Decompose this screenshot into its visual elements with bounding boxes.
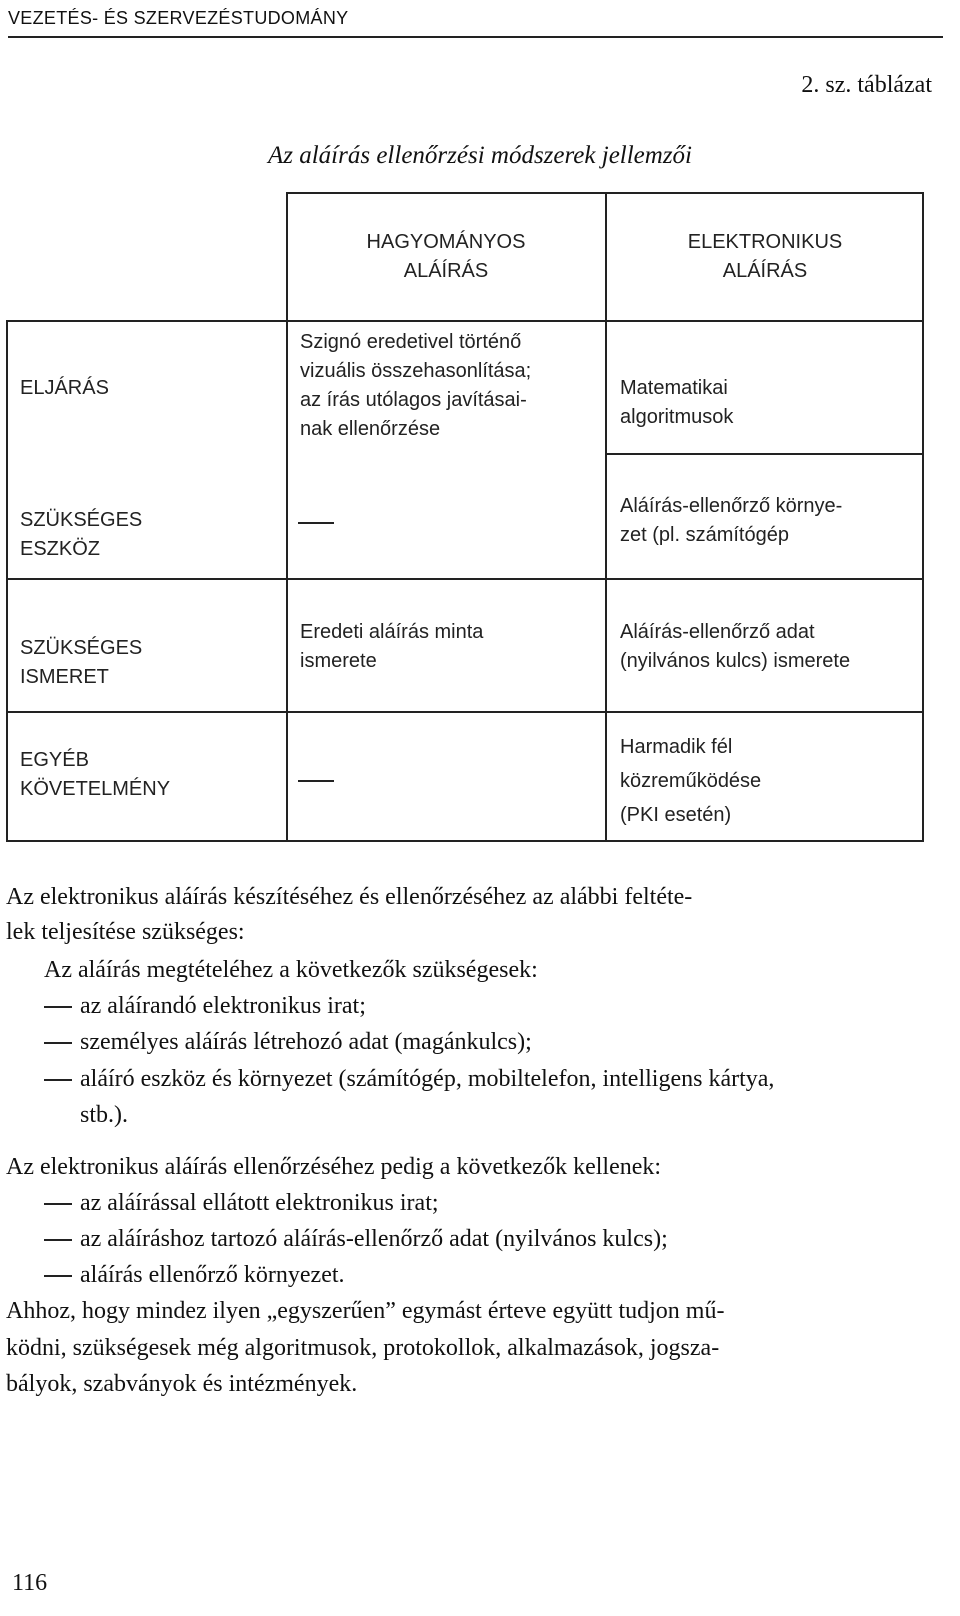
making-lead: Az aláírás megtételéhez a következők szükségesek: xyxy=(44,957,538,983)
list-item: aláíró eszköz és környezet (számítógép, mobiltelefon, intelligens kártya, xyxy=(80,1066,775,1092)
header-text: ELEKTRONIKUS xyxy=(687,231,843,253)
intro-paragraph-line: Az elektronikus aláírás készítéséhez és ellenőrzéséhez az alábbi feltéte- xyxy=(6,884,693,910)
cell-electronic: Matematikai algoritmusok xyxy=(620,377,734,428)
empty-cell-dash xyxy=(298,522,334,524)
row-label: SZÜKSÉGES ESZKÖZ xyxy=(20,509,143,560)
cell-traditional xyxy=(300,328,600,444)
closing-paragraph-line: Ahhoz, hogy mindez ilyen „egyszerűen” egymást érteve együtt tudjon mű- xyxy=(6,1298,725,1324)
cell-text: vizuális összehasonlítása; xyxy=(300,360,532,382)
page-number: 116 xyxy=(12,1570,48,1596)
dash-bullet xyxy=(44,1275,72,1277)
row-label xyxy=(20,746,170,804)
row-divider xyxy=(6,578,924,580)
cell-text: nak ellenőrzése xyxy=(300,418,441,440)
intro-paragraph-line: lek teljesítése szükséges: xyxy=(6,919,245,945)
cell-text: Szignó eredetivel történő xyxy=(300,331,522,353)
empty-cell-dash xyxy=(298,780,334,782)
dash-bullet xyxy=(44,1203,72,1205)
column-divider xyxy=(286,320,288,842)
row-label: ELJÁRÁS xyxy=(20,377,109,399)
header-text: ALÁÍRÁS xyxy=(403,260,489,282)
dash-bullet xyxy=(44,1239,72,1241)
cell-text: Aláírás-ellenőrző környe- xyxy=(620,495,843,517)
header-text: ALÁÍRÁS xyxy=(722,260,808,282)
cell-text: Eredeti aláírás minta xyxy=(300,621,484,643)
list-item: személyes aláírás létrehozó adat (magánkulcs); xyxy=(80,1029,532,1055)
dash-bullet xyxy=(44,1006,72,1008)
cell-text: ismerete xyxy=(300,650,377,672)
verify-lead: Az elektronikus aláírás ellenőrzéséhez pedig a következők kellenek: xyxy=(6,1154,662,1180)
cell-text: Aláírás-ellenőrző adat xyxy=(620,621,815,643)
cell-electronic xyxy=(620,730,920,832)
column-header-traditional xyxy=(288,228,604,286)
cell-text: (PKI esetén) xyxy=(620,804,732,826)
list-item: az aláírandó elektronikus irat; xyxy=(80,993,366,1019)
column-header-electronic xyxy=(607,228,923,286)
list-item: aláírás ellenőrző környezet. xyxy=(80,1262,345,1288)
closing-paragraph-line: ködni, szükségesek még algoritmusok, protokollok, alkalmazások, jogsza- xyxy=(6,1335,720,1361)
row-label: SZÜKSÉGES ISMERET xyxy=(20,637,143,688)
cell-text: Harmadik fél xyxy=(620,736,733,758)
cell-text: (nyilvános kulcs) ismerete xyxy=(620,650,851,672)
running-header xyxy=(8,4,943,38)
list-item-continuation: stb.). xyxy=(80,1102,128,1128)
list-item: az aláíráshoz tartozó aláírás-ellenőrző adat (nyilvános kulcs); xyxy=(80,1226,668,1252)
cell-text: zet (pl. számítógép xyxy=(620,524,789,546)
row-divider xyxy=(605,453,924,455)
table-title: Az aláírás ellenőrzési módszerek jellemzői xyxy=(267,142,693,169)
cell-electronic xyxy=(620,492,920,550)
dash-bullet xyxy=(44,1079,72,1081)
cell-text: az írás utólagos javításai- xyxy=(300,389,527,411)
closing-paragraph-line: bályok, szabványok és intézmények. xyxy=(6,1371,358,1397)
cell-electronic xyxy=(620,618,920,676)
row-label-text: KÖVETELMÉNY xyxy=(20,778,171,800)
column-divider xyxy=(605,192,607,842)
table-number: 2. sz. táblázat xyxy=(801,72,932,98)
header-text: HAGYOMÁNYOS xyxy=(366,231,526,253)
cell-text: közreműködése xyxy=(620,770,762,792)
dash-bullet xyxy=(44,1042,72,1044)
row-label-text: EGYÉB xyxy=(20,749,89,771)
row-divider xyxy=(6,711,924,713)
running-title: VEZETÉS- ÉS SZERVEZÉSTUDOMÁNY xyxy=(8,8,349,28)
list-item: az aláírással ellátott elektronikus irat; xyxy=(80,1190,439,1216)
cell-traditional xyxy=(300,618,600,676)
